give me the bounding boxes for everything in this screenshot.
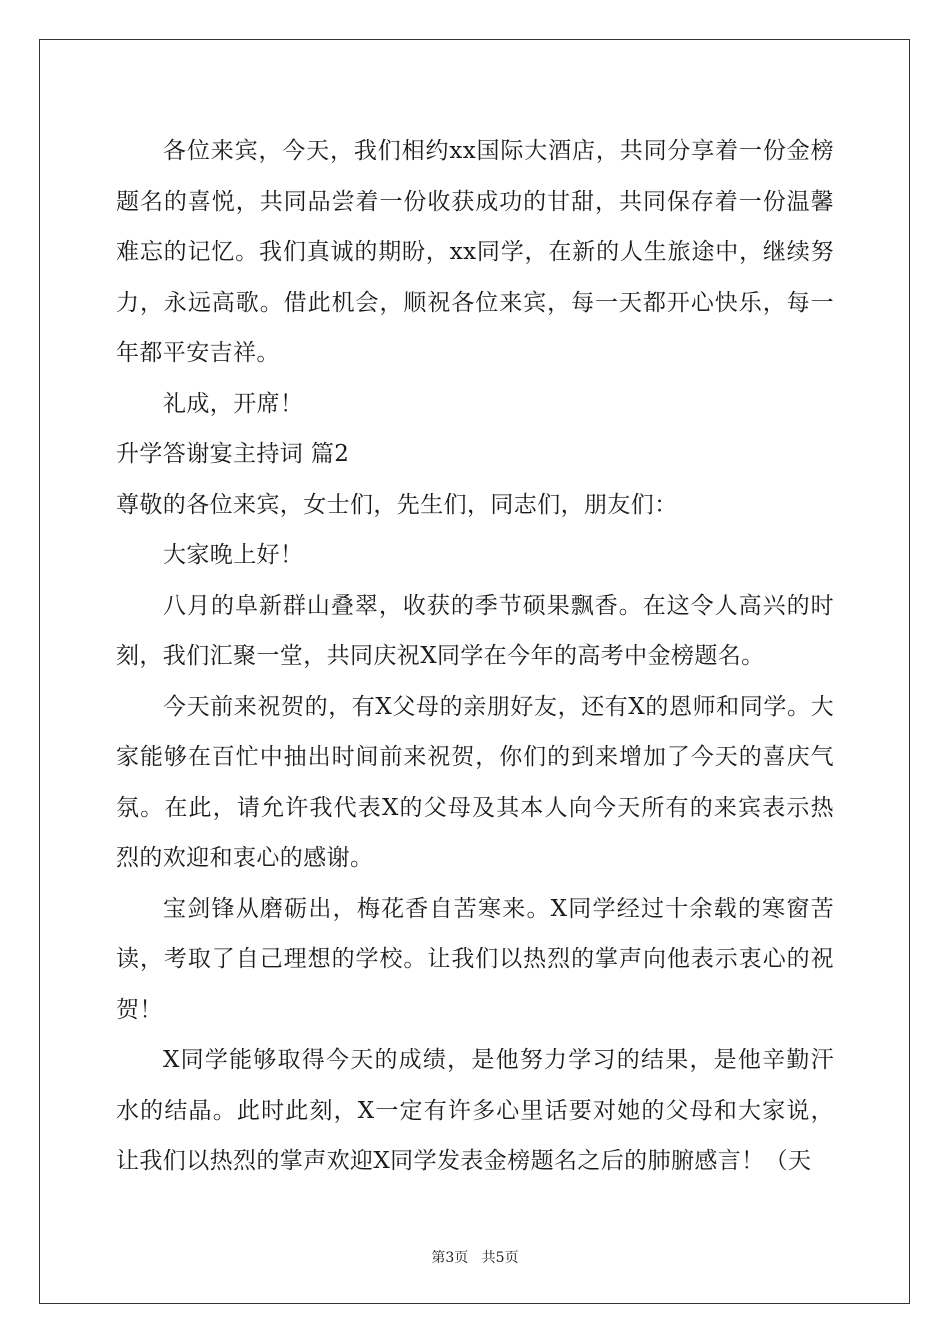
paragraph-opening: 八月的阜新群山叠翠，收获的季节硕果飘香。在这令人高兴的时刻，我们汇聚一堂，共同庆祝X同学在今年的高考中金榜题名。 [116,592,834,669]
paragraph-closing-remarks: 各位来宾，今天，我们相约xx国际大酒店，共同分享着一份金榜题名的喜悦，共同品尝着一份收获成功的甘甜，共同保存着一份温馨难忘的记忆。我们真诚的期盼，xx同学，在新的人生旅途中，继续努力，永远高歌。借此机会，顺祝各位来宾，每一天都开心快乐，每一年都平安吉祥。 [116,138,834,366]
paragraph-greeting: 大家晚上好！ [163,542,304,568]
page-number: 第3页 [431,1250,469,1266]
page-total: 共5页 [481,1250,519,1266]
paragraph-congratulations: 宝剑锋从磨砺出，梅花香自苦寒来。X同学经过十余载的寒窗苦读，考取了自己理想的学校。让我们以热烈的掌声向他表示衷心的祝贺！ [116,895,834,1023]
document-body [116,126,834,1187]
paragraph-salutation: 尊敬的各位来宾，女士们，先生们，同志们，朋友们： [116,491,678,518]
paragraph-speech-intro: X同学能够取得今天的成绩，是他努力学习的结果，是他辛勤汗水的结晶。此时此刻，X一定有许多心里话要对她的父母和大家说，让我们以热烈的掌声欢迎X同学发表金榜题名之后的肺腑感言！（天 [116,1047,834,1174]
section-heading: 升学答谢宴主持词 篇2 [116,441,350,467]
page-footer [0,1247,950,1267]
paragraph-ceremony-complete: 礼成，开席！ [163,390,304,417]
paragraph-welcome: 今天前来祝贺的，有X父母的亲朋好友，还有X的恩师和同学。大家能够在百忙中抽出时间前来祝贺，你们的到来增加了今天的喜庆气氛。在此，请允许我代表X的父母及其本人向今天所有的来宾表示热烈的欢迎和衷心的感谢。 [116,693,834,871]
